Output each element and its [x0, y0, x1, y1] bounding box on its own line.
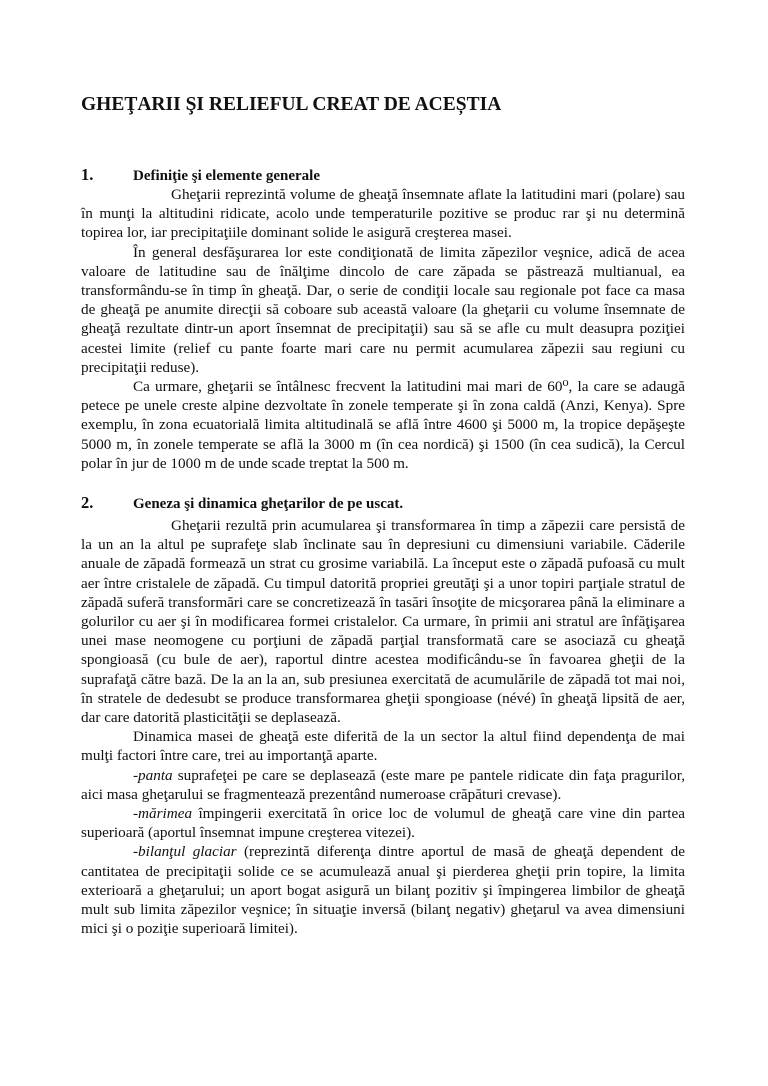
factor-text: împingerii exercitată în orice loc de volumul de gheaţă care vine din partea superioară (aportul însemnat impune creşterea vitezei). — [81, 805, 685, 842]
paragraph: Gheţarii rezultă prin acumularea şi transformarea în timp a zăpezii care persistă de la un an la altul pe suprafeţe slab înclinate sau în depresiuni cu dimensiuni variabile. Căderile anuale de zăpadă formează un strat cu grosime variabilă. La început este o zăpadă pufoasă cu mult aer între cristalele de zăpadă. Cu timpul datorită propriei greutăţi şi a unor topiri parţiale stratul de zăpadă suferă transformări care se concretizează în tasări însoţite de micşorarea până la eliminare a golurilor cu aer şi în modificarea formei cristalelor. Ca urmare, în primii ani stratul are înfăţişarea unei mase neomogene cu porţiuni de zăpadă parţial transformată care se asociază cu gheaţă spongioasă (cu bule de aer), raportul dintre acestea modificându-se în favoarea gheţii de la suprafaţă către bază. De la an la an, sub presiunea exercitată de acumulările de zăpadă tot mai noi, în stratele de dedesubt se produce transformarea gheţii spongioase (névé) în gheaţă lipsită de aer, dar care datorită plasticităţii se deplasează. — [81, 517, 685, 727]
section-1-title: Definiţie şi elemente generale — [133, 168, 321, 184]
section-2-heading — [81, 493, 701, 514]
section-1-body — [81, 185, 685, 473]
page-title: GHEŢARII ŞI RELIEFUL CREAT DE ACEȘTIA — [81, 94, 502, 115]
section-2-number: 2. — [81, 493, 94, 512]
section-2-title: Geneza şi dinamica gheţarilor de pe uscat. — [133, 496, 404, 512]
factor-text: suprafeţei pe care se deplasează (este mare pe pantele ridicate din faţa pragurilor, aici masa gheţarului se fragmentează prezentând numeroase crăpături crevase). — [81, 766, 685, 803]
factor-item — [81, 842, 685, 938]
paragraph: Dinamica masei de gheaţă este diferită de la un sector la altul fiind dependenţa de mai mulţi factori între care, trei au importanţă aparte. — [81, 728, 685, 765]
factor-text: (reprezintă diferenţa dintre aportul de masă de gheaţă dependent de cantitatea de precipitaţii solide ce se acumulează anual şi pierderea gheţii prin topire, la limita exterioară a gheţarului; un aport bogat asigură un bilanţ pozitiv şi împingerea limbilor de gheaţă mult sub limita zăpezilor veşnice; în situaţie inversă (bilanţ negativ) gheţarul va avea dimensiuni mici şi o poziţie superioară limitei). — [81, 843, 685, 938]
factor-term: -panta — [133, 766, 173, 784]
section-1-heading — [81, 165, 701, 186]
paragraph: Gheţarii reprezintă volume de gheaţă însemnate aflate la latitudini mari (polare) sau în munţi la altitudini ridicate, acolo unde temperaturile pozitive se produc rar şi nu determină topirea lor, iar precipitaţiile dominant solide le asigură creşterea masei. — [81, 186, 685, 242]
paragraph: Ca urmare, gheţarii se întâlnesc frecvent la latitudini mai mari de 60⁰, la care se adaugă petece pe unele creste alpine dezvoltate în zonele temperate şi în zona caldă (Anzi, Kenya). Spre exemplu, în zona ecuatorială limita altitudinală se află între 4600 şi 5000 m, la tropice depăşeşte 5000 m, în zonele temperate se află la 3000 m (în cea nordică) şi 1500 (în cea sudică), la Cercul polar în jur de 1000 m de unde scade treptat la 500 m. — [81, 378, 685, 472]
factor-item — [81, 804, 685, 842]
factor-term: -bilanţul glaciar — [133, 843, 237, 861]
paragraph: În general desfăşurarea lor este condiţionată de limita zăpezilor veşnice, adică de acea valoare de latitudine sau de înălţime dincolo de care zăpada se păstrează multianual, ea transformându-se în timp în gheaţă. Dar, o serie de condiţii locale sau regionale pot face ca masa de gheaţă pe anumite direcţii să coboare sub această valoare (la gheţarii cu volume însemnate de gheaţă rezultate dintr-un aport însemnat de precipitaţii) sau să se afle cu mult deasupra poziţiei acestei limite (relief cu pante foarte mari care nu permit acumularea zăpezii sau regiuni cu precipitaţii reduse). — [81, 243, 685, 376]
factor-item — [81, 766, 685, 804]
section-2-body — [81, 516, 685, 938]
section-1-number: 1. — [81, 165, 94, 184]
factor-term: -mărimea — [133, 805, 193, 823]
